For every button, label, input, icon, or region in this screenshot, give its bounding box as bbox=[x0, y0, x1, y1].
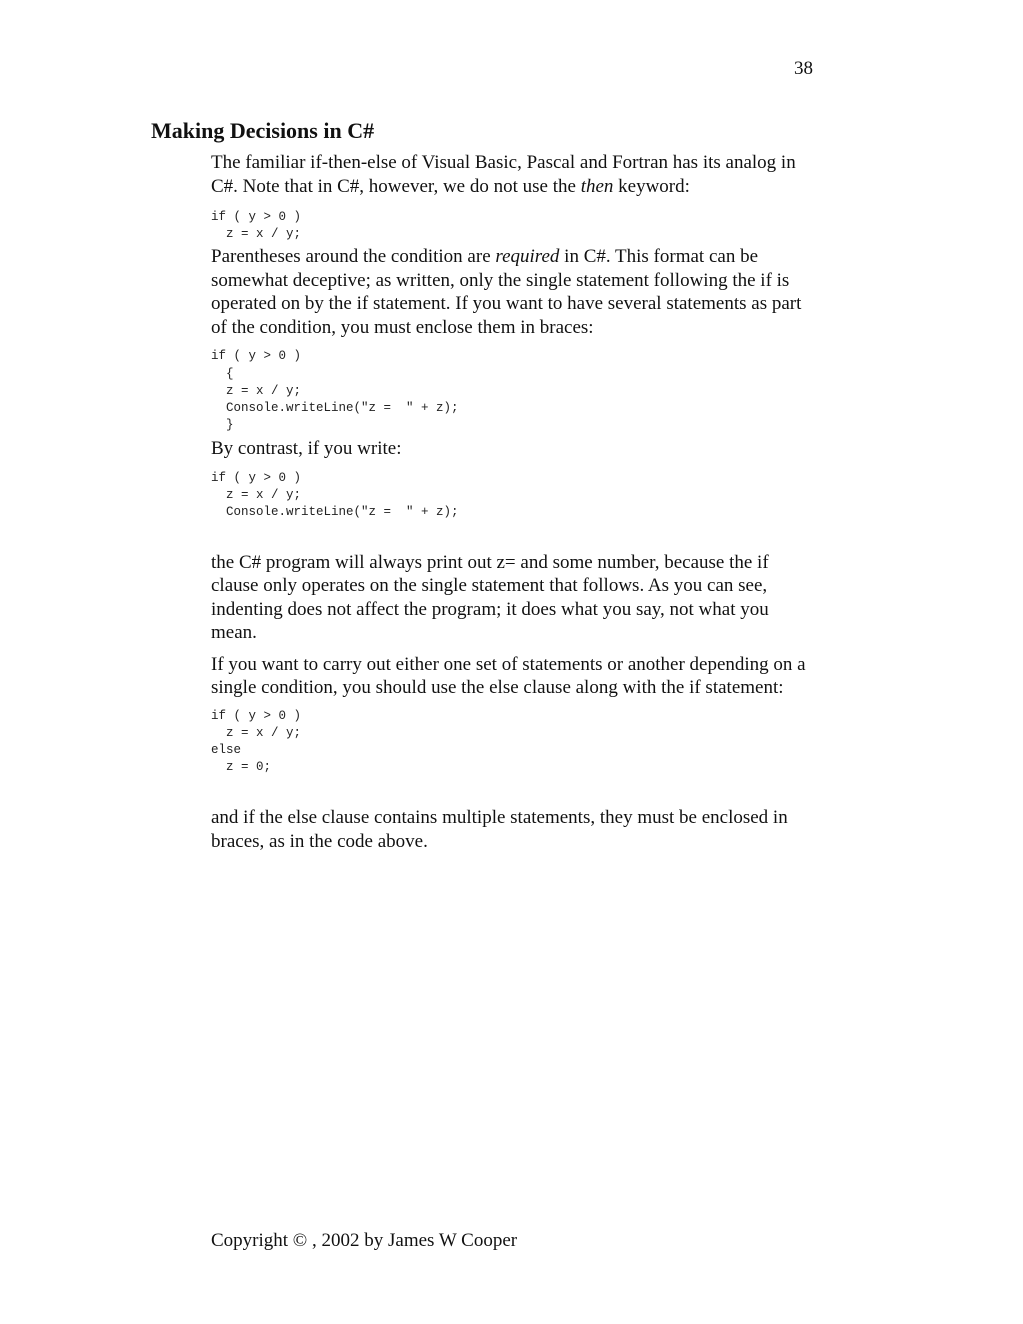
paragraph-parentheses bbox=[211, 245, 816, 339]
paragraph-intro-text-b: keyword: bbox=[613, 175, 690, 197]
paragraph-parentheses-text-b: in C#. This format can be somewhat deceptive; as written, only the single statement following the if is operated on by the if statement. If you want to have several statements as part of the condition, you must enclose them in braces: bbox=[211, 246, 802, 338]
paragraph-intro-text-a: The familiar if-then-else of Visual Basic, Pascal and Fortran has its analog in C#. Note that in C#, however, we do not use the bbox=[211, 152, 796, 197]
paragraph-multiple-statements: and if the else clause contains multiple statements, they must be enclosed in braces, as in the code above. bbox=[211, 807, 788, 852]
section-heading: Making Decisions in C# bbox=[151, 118, 375, 143]
code-block-simple-if: if ( y > 0 ) z = x / y; bbox=[211, 210, 302, 242]
page-content bbox=[211, 151, 816, 853]
paragraph-parentheses-text-a: Parentheses around the condition are bbox=[211, 246, 496, 268]
page-number: 38 bbox=[794, 58, 813, 79]
code-block-braces: if ( y > 0 ) { z = x / y; Console.writeLine("z = " + z); } bbox=[211, 349, 459, 433]
code-block-if-else: if ( y > 0 ) z = x / y; else z = 0; bbox=[211, 708, 302, 775]
code-block-no-braces: if ( y > 0 ) z = x / y; Console.writeLine("z = " + z); bbox=[211, 470, 459, 520]
paragraph-else-clause: If you want to carry out either one set of statements or another depending on a single condition, you should use the else clause along with the if statement: bbox=[211, 653, 806, 699]
emphasis-required: required bbox=[495, 246, 560, 268]
paragraph-intro bbox=[211, 151, 816, 198]
paragraph-always-print: the C# program will always print out z= and some number, because the if clause only operates on the single statement that follows. As you can see, indenting does not affect the program; it does what you say, not what you mean. bbox=[211, 551, 769, 644]
emphasis-then: then bbox=[580, 175, 614, 197]
copyright-footer: Copyright © , 2002 by James W Cooper bbox=[211, 1230, 518, 1251]
paragraph-by-contrast: By contrast, if you write: bbox=[211, 438, 402, 460]
